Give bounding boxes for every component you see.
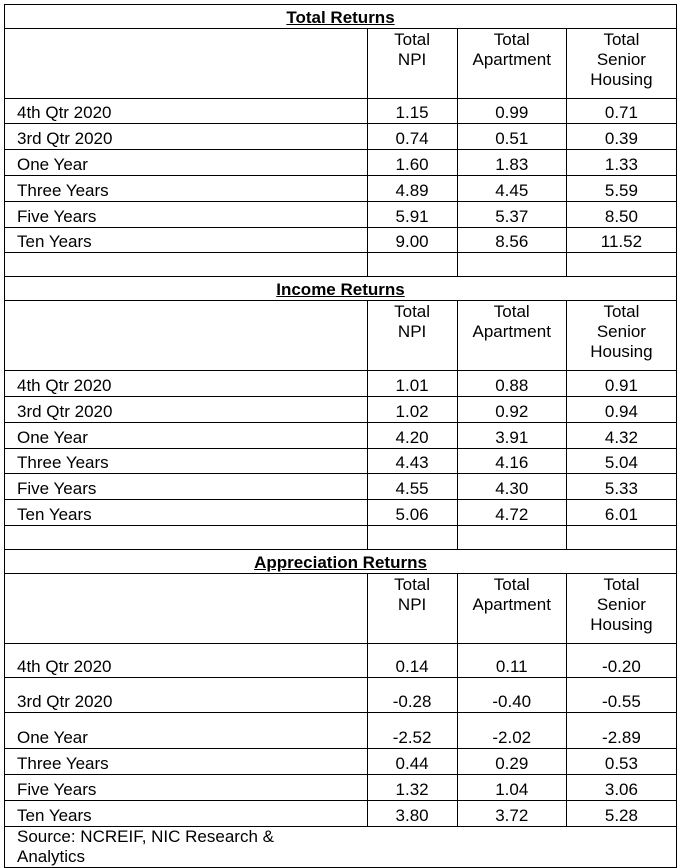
column-header-line: Total <box>493 302 530 321</box>
row-label: Ten Years <box>5 500 368 526</box>
value-cell-total-npi: 0.44 <box>367 749 457 775</box>
table-row <box>5 449 677 474</box>
value-cell-total-senior-housing: -0.55 <box>566 678 676 713</box>
column-header-line: Senior <box>596 595 646 614</box>
column-header-total-npi <box>367 301 457 371</box>
spacer-cell <box>457 253 566 277</box>
column-header-line: Total <box>493 30 530 49</box>
table-row <box>5 644 677 678</box>
column-header-total-npi <box>367 29 457 99</box>
value-cell-total-senior-housing: 5.33 <box>566 474 676 500</box>
source-note: Source: NCREIF, NIC Research & Analytics <box>5 827 677 868</box>
value-cell-total-apartment: 0.29 <box>457 749 566 775</box>
value-cell-total-senior-housing: 4.32 <box>566 423 676 449</box>
value-cell-total-apartment: -2.02 <box>457 713 566 749</box>
column-header-line: NPI <box>397 595 427 614</box>
value-cell-total-npi: 1.15 <box>367 99 457 124</box>
row-label: 3rd Qtr 2020 <box>5 124 368 150</box>
section-title: Appreciation Returns <box>5 550 677 574</box>
column-header-line: Total <box>493 575 530 594</box>
row-label: 4th Qtr 2020 <box>5 371 368 397</box>
value-cell-total-apartment: 4.16 <box>457 449 566 474</box>
column-header-line: Senior <box>596 50 646 69</box>
value-cell-total-apartment: 0.88 <box>457 371 566 397</box>
table-row <box>5 371 677 397</box>
value-cell-total-senior-housing: 5.04 <box>566 449 676 474</box>
value-cell-total-apartment: 0.99 <box>457 99 566 124</box>
row-label: One Year <box>5 150 368 176</box>
table-row <box>5 99 677 124</box>
value-cell-total-npi: -2.52 <box>367 713 457 749</box>
value-cell-total-npi: 5.91 <box>367 202 457 228</box>
value-cell-total-npi: 4.43 <box>367 449 457 474</box>
value-cell-total-npi: 1.02 <box>367 397 457 423</box>
spacer-cell <box>5 253 368 277</box>
table-row <box>5 474 677 500</box>
value-cell-total-apartment: 3.91 <box>457 423 566 449</box>
value-cell-total-npi: 4.89 <box>367 176 457 202</box>
section-title: Total Returns <box>5 5 677 29</box>
table-row <box>5 423 677 449</box>
value-cell-total-senior-housing: -0.20 <box>566 644 676 678</box>
column-header-line: NPI <box>397 50 427 69</box>
column-header-line: Apartment <box>472 595 551 614</box>
column-header-line: Total <box>603 30 640 49</box>
column-header-line: Total <box>394 30 431 49</box>
spacer-row <box>5 253 677 277</box>
value-cell-total-apartment: 1.83 <box>457 150 566 176</box>
section-title: Income Returns <box>5 277 677 301</box>
table-row <box>5 775 677 801</box>
table-row <box>5 124 677 150</box>
column-header-total-apartment <box>457 301 566 371</box>
header-blank-cell <box>5 301 368 371</box>
column-header-row <box>5 574 677 644</box>
table-row <box>5 801 677 827</box>
value-cell-total-apartment: 8.56 <box>457 228 566 253</box>
table-row <box>5 202 677 228</box>
value-cell-total-apartment: 5.37 <box>457 202 566 228</box>
value-cell-total-apartment: 0.92 <box>457 397 566 423</box>
value-cell-total-npi: 5.06 <box>367 500 457 526</box>
value-cell-total-senior-housing: 5.28 <box>566 801 676 827</box>
column-header-line: Total <box>603 575 640 594</box>
column-header-line: Housing <box>590 70 653 89</box>
value-cell-total-npi: 3.80 <box>367 801 457 827</box>
column-header-total-senior-housing <box>566 574 676 644</box>
row-label: One Year <box>5 713 368 749</box>
value-cell-total-senior-housing: 0.71 <box>566 99 676 124</box>
table-row <box>5 749 677 775</box>
value-cell-total-apartment: 4.30 <box>457 474 566 500</box>
table-row <box>5 678 677 713</box>
value-cell-total-apartment: 4.72 <box>457 500 566 526</box>
value-cell-total-senior-housing: 1.33 <box>566 150 676 176</box>
table-row <box>5 397 677 423</box>
column-header-total-apartment <box>457 574 566 644</box>
value-cell-total-apartment: 0.11 <box>457 644 566 678</box>
value-cell-total-npi: 4.20 <box>367 423 457 449</box>
column-header-line: Total <box>394 302 431 321</box>
table-row <box>5 176 677 202</box>
column-header-total-apartment <box>457 29 566 99</box>
row-label: Three Years <box>5 449 368 474</box>
value-cell-total-npi: 0.74 <box>367 124 457 150</box>
spacer-cell <box>367 526 457 550</box>
column-header-row <box>5 29 677 99</box>
spacer-cell <box>367 253 457 277</box>
row-label: Five Years <box>5 202 368 228</box>
column-header-total-senior-housing <box>566 29 676 99</box>
column-header-line: Housing <box>590 342 653 361</box>
row-label: 4th Qtr 2020 <box>5 644 368 678</box>
section-title-row <box>5 550 677 574</box>
value-cell-total-senior-housing: 5.59 <box>566 176 676 202</box>
column-header-total-senior-housing <box>566 301 676 371</box>
row-label: Ten Years <box>5 801 368 827</box>
header-blank-cell <box>5 29 368 99</box>
value-cell-total-senior-housing: 0.91 <box>566 371 676 397</box>
section-title-row <box>5 277 677 301</box>
value-cell-total-senior-housing: 11.52 <box>566 228 676 253</box>
value-cell-total-npi: 1.32 <box>367 775 457 801</box>
value-cell-total-apartment: 0.51 <box>457 124 566 150</box>
section-title-row <box>5 5 677 29</box>
row-label: Three Years <box>5 749 368 775</box>
value-cell-total-npi: 1.01 <box>367 371 457 397</box>
value-cell-total-apartment: 3.72 <box>457 801 566 827</box>
value-cell-total-apartment: -0.40 <box>457 678 566 713</box>
table-row <box>5 150 677 176</box>
value-cell-total-npi: -0.28 <box>367 678 457 713</box>
returns-table-container <box>4 4 677 868</box>
column-header-line: Apartment <box>472 50 551 69</box>
value-cell-total-npi: 0.14 <box>367 644 457 678</box>
row-label: Five Years <box>5 775 368 801</box>
row-label: Three Years <box>5 176 368 202</box>
row-label: 3rd Qtr 2020 <box>5 397 368 423</box>
row-label: 4th Qtr 2020 <box>5 99 368 124</box>
row-label: 3rd Qtr 2020 <box>5 678 368 713</box>
row-label: One Year <box>5 423 368 449</box>
table-row <box>5 228 677 253</box>
value-cell-total-npi: 9.00 <box>367 228 457 253</box>
value-cell-total-apartment: 4.45 <box>457 176 566 202</box>
value-cell-total-npi: 4.55 <box>367 474 457 500</box>
value-cell-total-senior-housing: 0.94 <box>566 397 676 423</box>
spacer-row <box>5 526 677 550</box>
source-row <box>5 827 677 868</box>
spacer-cell <box>566 526 676 550</box>
spacer-cell <box>566 253 676 277</box>
column-header-line: Total <box>603 302 640 321</box>
value-cell-total-senior-housing: 0.53 <box>566 749 676 775</box>
value-cell-total-senior-housing: 0.39 <box>566 124 676 150</box>
table-row <box>5 713 677 749</box>
column-header-line: Housing <box>590 615 653 634</box>
column-header-line: Total <box>394 575 431 594</box>
spacer-cell <box>457 526 566 550</box>
column-header-total-npi <box>367 574 457 644</box>
table-row <box>5 500 677 526</box>
row-label: Five Years <box>5 474 368 500</box>
spacer-cell <box>5 526 368 550</box>
value-cell-total-apartment: 1.04 <box>457 775 566 801</box>
header-blank-cell <box>5 574 368 644</box>
value-cell-total-senior-housing: 6.01 <box>566 500 676 526</box>
column-header-line: Apartment <box>472 322 551 341</box>
column-header-row <box>5 301 677 371</box>
value-cell-total-npi: 1.60 <box>367 150 457 176</box>
value-cell-total-senior-housing: 3.06 <box>566 775 676 801</box>
column-header-line: NPI <box>397 322 427 341</box>
returns-table <box>4 4 677 868</box>
column-header-line: Senior <box>596 322 646 341</box>
row-label: Ten Years <box>5 228 368 253</box>
value-cell-total-senior-housing: 8.50 <box>566 202 676 228</box>
value-cell-total-senior-housing: -2.89 <box>566 713 676 749</box>
